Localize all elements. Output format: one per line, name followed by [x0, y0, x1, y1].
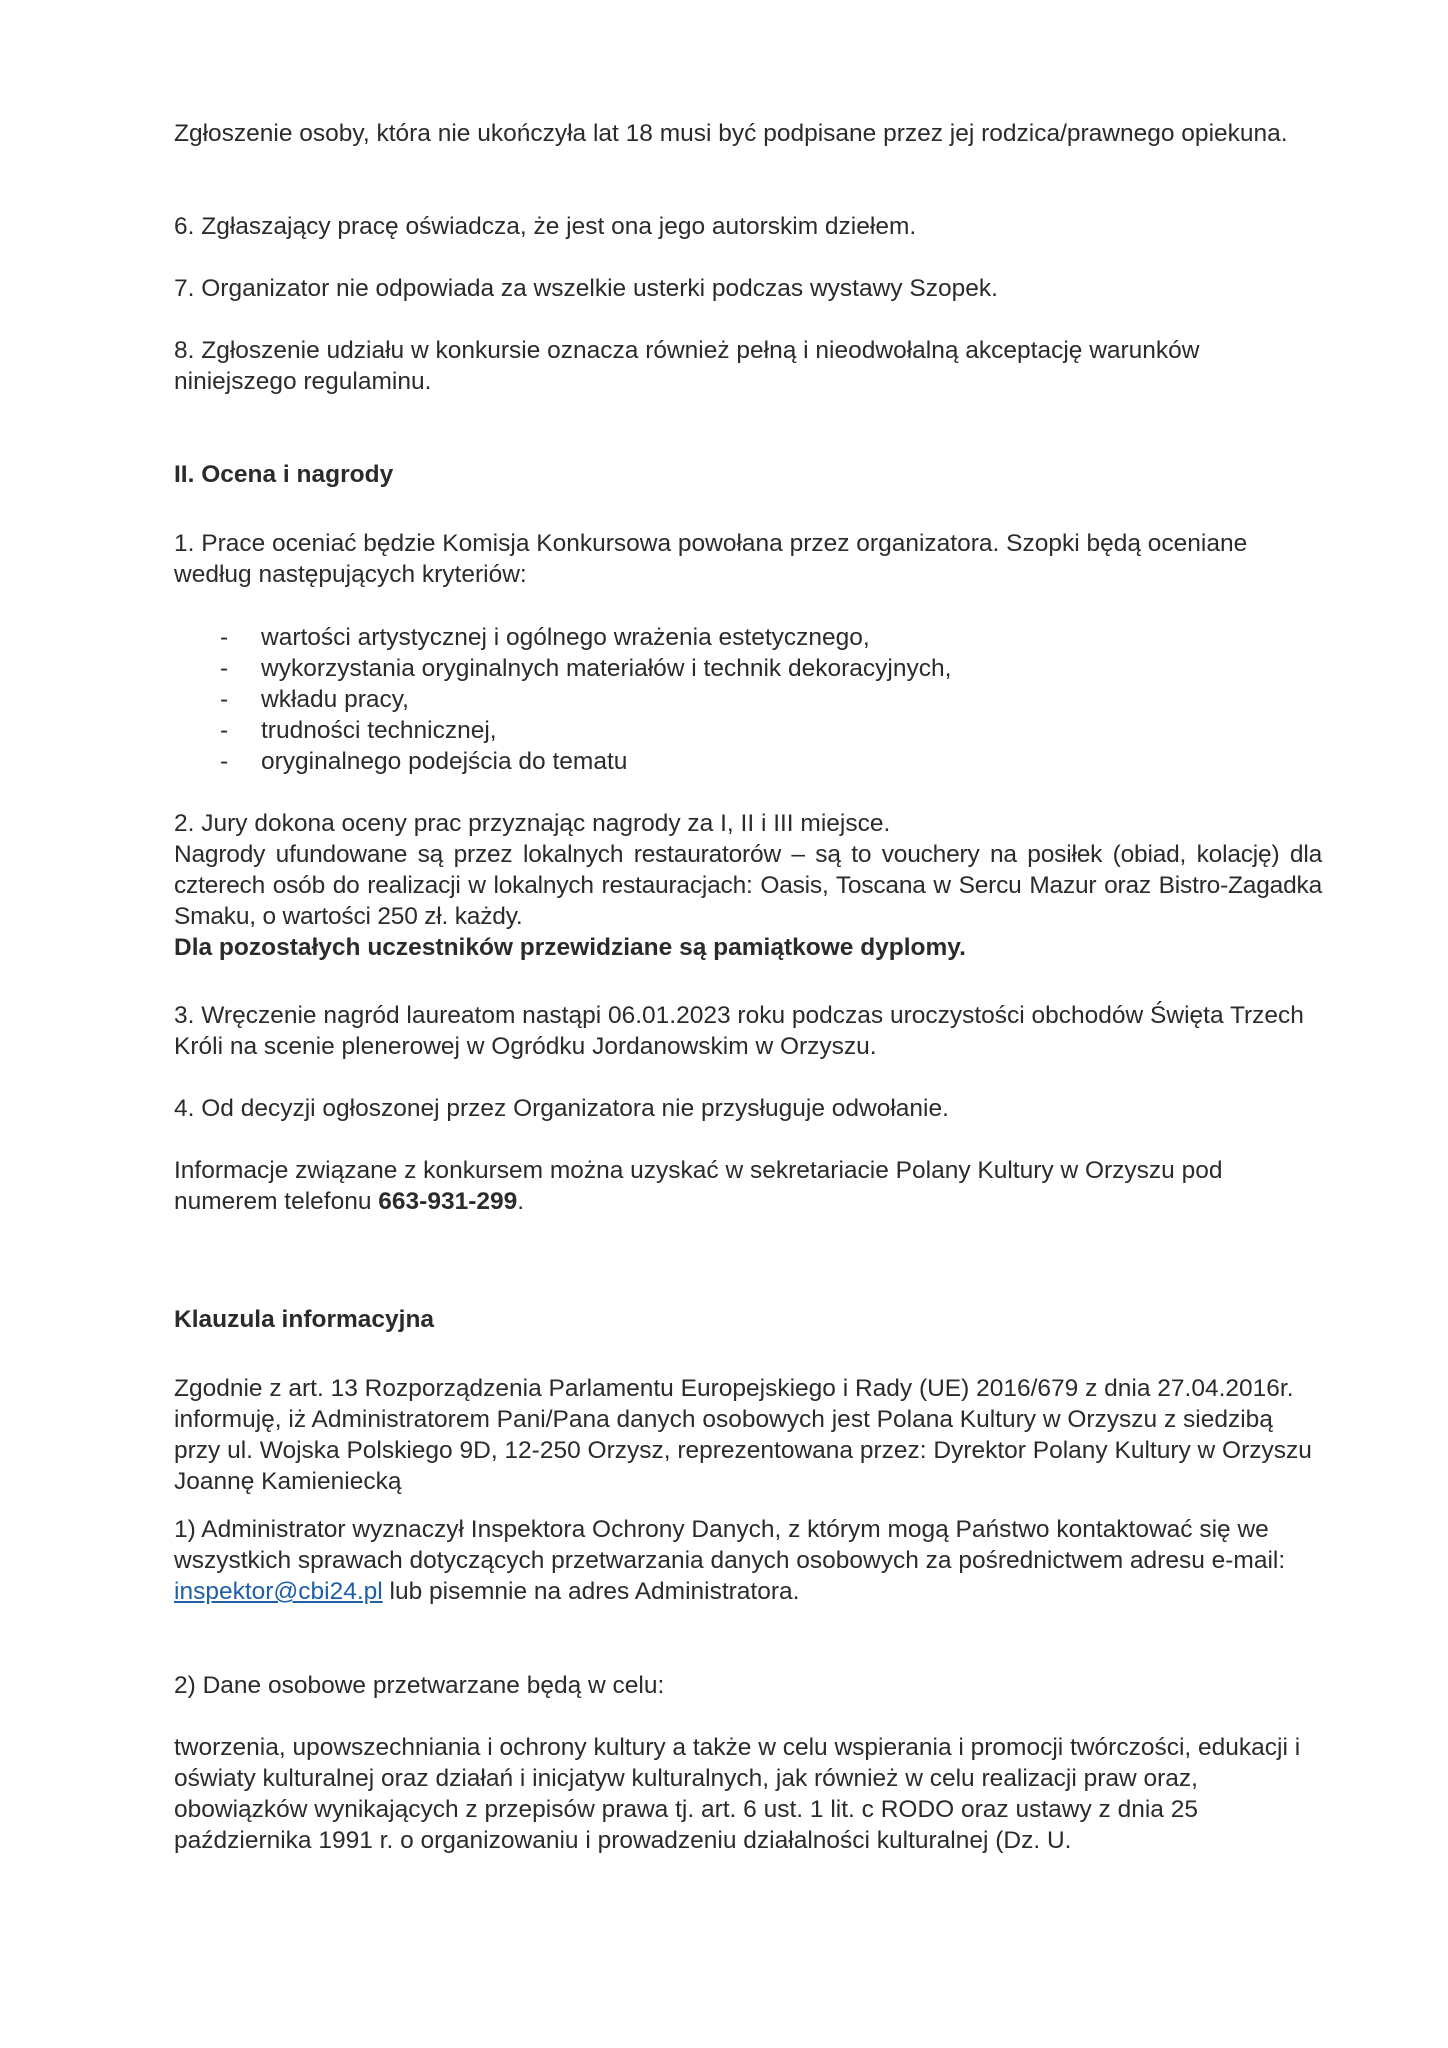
rule-item-6: 6. Zgłaszający pracę oświadcza, że jest ona jego autorskim dziełem.: [174, 213, 917, 240]
diplomas-note: Dla pozostałych uczestników przewidziane są pamiątkowe dyplomy.: [174, 934, 966, 961]
phone-number: 663-931-299: [378, 1188, 518, 1215]
bullet-dash: -: [220, 748, 229, 775]
bullet-dash: -: [220, 624, 229, 651]
clause-point-2: 2) Dane osobowe przetwarzane będą w celu:: [174, 1672, 665, 1699]
evaluation-item-1: 1. Prace oceniać będzie Komisja Konkursowa powołana przez organizatora. Szopki będą oceniane według następujących kryteriów:: [174, 530, 1248, 588]
prizes-description: Nagrody ufundowane są przez lokalnych restauratorów – są to vouchery na posiłek (obiad, kolację) dla czterech osób do realizacji w lokalnych restauracjach: Oasis, Toscana w Sercu Mazur oraz Bistro-Zagadka Smaku, o wartości 250 zł. każdy.: [174, 841, 1322, 930]
evaluation-item-2: 2. Jury dokona oceny prac przyznając nagrody za I, II i III miejsce.: [174, 810, 891, 837]
criteria-item: - oryginalnego podejścia do tematu: [220, 748, 628, 775]
criteria-item: - wykorzystania oryginalnych materiałów i technik dekoracyjnych,: [220, 655, 952, 682]
rule-item-8: 8. Zgłoszenie udziału w konkursie oznacza również pełną i nieodwołalną akceptację warunków niniejszego regulaminu.: [174, 337, 1200, 395]
section-heading-clause: Klauzula informacyjna: [174, 1306, 435, 1333]
bullet-dash: -: [220, 655, 229, 682]
clause-intro: Zgodnie z art. 13 Rozporządzenia Parlamentu Europejskiego i Rady (UE) 2016/679 z dnia 27.04.2016r. informuję, iż Administratorem Pani/Pana danych osobowych jest Polana Kultury w Orzyszu z siedzibą przy ul. Wojska Polskiego 9D, 12-250 Orzysz, reprezentowana przez: Dyrektor Polany Kultury w Orzyszu Joannę Kamieniecką: [174, 1375, 1312, 1495]
contact-info: Informacje związane z konkursem można uzyskać w sekretariacie Polany Kultury w Orzyszu pod numerem telefonu 663-931-299.: [174, 1157, 1223, 1215]
clause-point-1: 1) Administrator wyznaczył Inspektora Ochrony Danych, z którym mogą Państwo kontaktować się we wszystkich sprawach dotyczących przetwarzania danych osobowych za pośrednictwem adresu e-mail: inspektor@cbi24.pl lub pisemnie na adres Administratora.: [174, 1516, 1286, 1605]
bullet-dash: -: [220, 686, 229, 713]
criteria-item: - wkładu pracy,: [220, 686, 409, 713]
rule-item-7: 7. Organizator nie odpowiada za wszelkie usterki podczas wystawy Szopek.: [174, 275, 998, 302]
criteria-item: - trudności technicznej,: [220, 717, 497, 744]
evaluation-item-3: 3. Wręczenie nagród laureatom nastąpi 06.01.2023 roku podczas uroczystości obchodów Święta Trzech Króli na scenie plenerowej w Ogródku Jordanowskim w Orzyszu.: [174, 1002, 1304, 1060]
clause-purpose: tworzenia, upowszechniania i ochrony kultury a także w celu wspierania i promocji twórczości, edukacji i oświaty kulturalnej oraz działań i inicjatyw kulturalnych, jak również w celu realizacji praw oraz, obowiązków wynikających z przepisów prawa tj. art. 6 ust. 1 lit. c RODO oraz ustawy z dnia 25 października 1991 r. o organizowaniu i prowadzeniu działalności kulturalnej (Dz. U.: [174, 1734, 1301, 1854]
criteria-item: - wartości artystycznej i ogólnego wrażenia estetycznego,: [220, 624, 870, 651]
inspector-email-link[interactable]: inspektor@cbi24.pl: [174, 1578, 383, 1605]
section-heading-evaluation: II. Ocena i nagrody: [174, 461, 394, 488]
criteria-list: [174, 622, 1324, 777]
guardian-note: Zgłoszenie osoby, która nie ukończyła lat 18 musi być podpisane przez jej rodzica/prawnego opiekuna.: [174, 120, 1288, 147]
evaluation-item-4: 4. Od decyzji ogłoszonej przez Organizatora nie przysługuje odwołanie.: [174, 1095, 949, 1122]
bullet-dash: -: [220, 717, 229, 744]
